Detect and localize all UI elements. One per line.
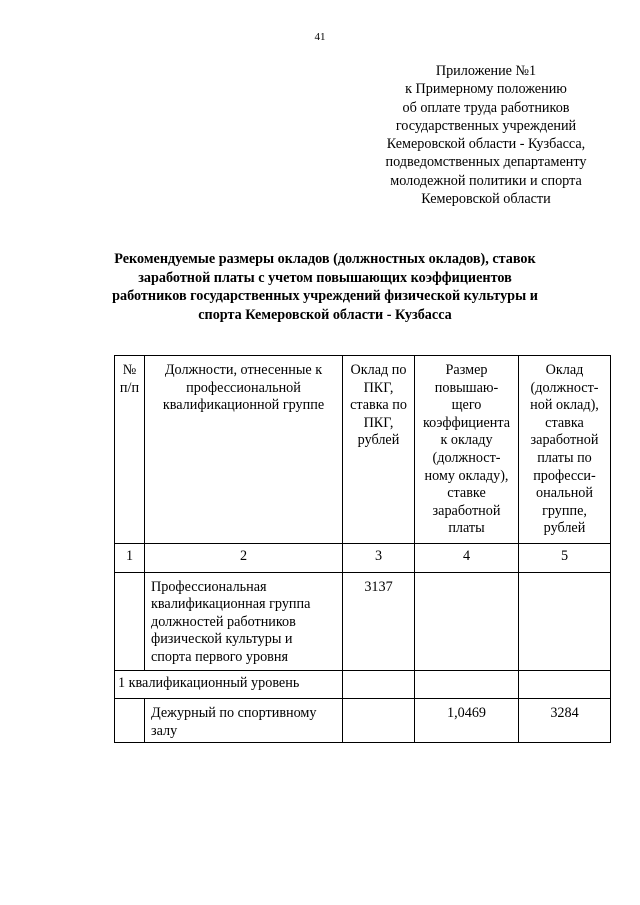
page-number: 41 [314,31,326,43]
column-number: 1 [115,543,145,572]
column-number: 4 [415,543,519,572]
header-base-salary: Оклад по ПКГ, ставка по ПКГ, рублей [343,356,415,544]
appendix-line: к Примерному положению [405,81,567,98]
empty-cell [343,670,415,699]
header-final-salary: Оклад (должност- ной оклад), ставка заработной платы по професси- ональной группе, рублей [519,356,611,544]
salary-table [114,355,611,743]
header-positions: Должности, отнесенные к профессиональной квалификационной группе [145,356,343,544]
appendix-line: Приложение №1 [435,63,537,79]
level-label: 1 квалификационный уровень [115,670,343,699]
group-name: Профессиональная квалификационная группа должностей работников физической культуры и спорта первого уровня [145,572,343,670]
appendix-line: подведомственных департаменту [385,154,587,171]
position-coefficient: 1,0469 [415,699,519,743]
empty-cell [115,699,145,743]
header-number: № п/п [115,356,145,544]
column-number: 2 [145,543,343,572]
appendix-line: Кемеровской области - Кузбасса, [386,136,586,153]
empty-cell [115,572,145,670]
appendix-line: Кемеровской области [421,191,551,208]
empty-cell [415,670,519,699]
appendix-line: молодежной политики и спорта [390,172,582,189]
title-line: спорта Кемеровской области - Кузбасса [198,306,452,323]
position-name: Дежурный по спортивному залу [145,699,343,743]
empty-cell [519,670,611,699]
empty-cell [415,572,519,670]
title-line: работников государственных учреждений физической культуры и [112,288,538,304]
column-number: 3 [343,543,415,572]
position-salary: 3284 [519,699,611,743]
position-row [115,699,611,743]
header-coefficient: Размер повышаю- щего коэффициента к окладу (должност- ному окладу), ставке заработной платы [415,356,519,544]
title-line: Рекомендуемые размеры окладов (должностных окладов), ставок [114,251,536,267]
appendix-line: об оплате труда работников [402,99,570,116]
column-number-row [115,543,611,572]
appendix-line: государственных учреждений [395,117,577,134]
table-header-row [115,356,611,544]
group-row [115,572,611,670]
empty-cell [519,572,611,670]
level-row [115,670,611,699]
group-base-salary: 3137 [343,572,415,670]
title-line: заработной платы с учетом повышающих коэффициентов [138,269,512,286]
appendix-header [372,62,600,208]
column-number: 5 [519,543,611,572]
document-title [80,250,570,324]
empty-cell [343,699,415,743]
